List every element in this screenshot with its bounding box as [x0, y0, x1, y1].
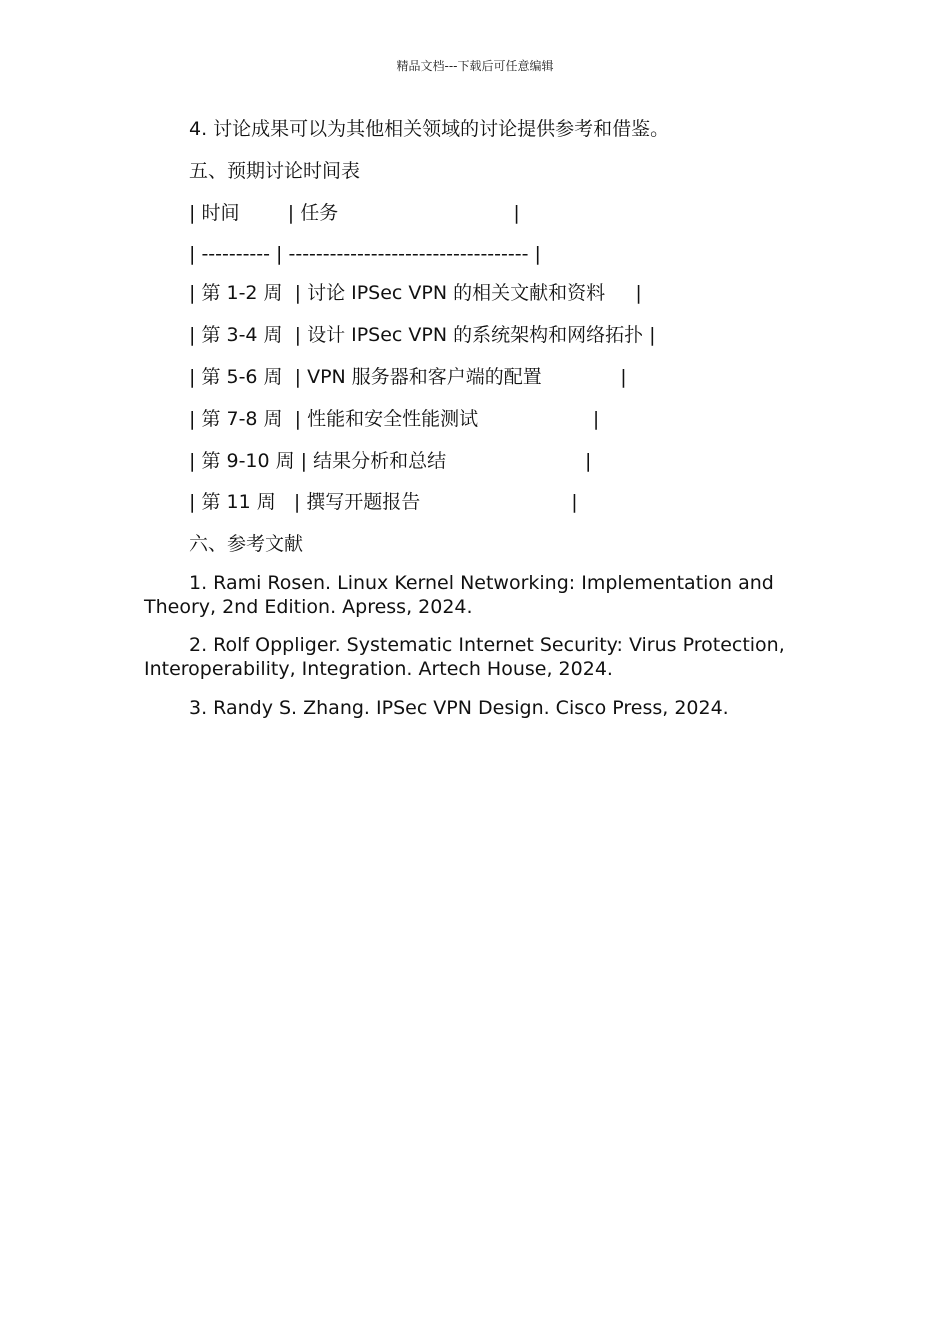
schedule-row-6: | 第 11 周 | 撰写开题报告 | [189, 491, 578, 513]
reference-item-3: 3. Randy S. Zhang. IPSec VPN Design. Cisco Press, 2024. [189, 697, 729, 719]
section-title-schedule: 五、预期讨论时间表 [189, 160, 361, 182]
page-header: 精品文档---下载后可任意编辑 [396, 59, 554, 73]
schedule-table-divider: | ---------- | ----------------------------------- | [189, 243, 541, 265]
schedule-row-4: | 第 7-8 周 | 性能和安全性能测试 | [189, 408, 600, 430]
schedule-row-3: | 第 5-6 周 | VPN 服务器和客户端的配置 | [189, 366, 627, 388]
reference-item-2: 2. Rolf Oppliger. Systematic Internet Security: Virus Protection, Interoperability, Integration. Artech House, 2024. [144, 634, 785, 680]
reference-item-1: 1. Rami Rosen. Linux Kernel Networking: Implementation and Theory, 2nd Edition. Apress, 2024. [144, 572, 774, 618]
schedule-table-header: | 时间 | 任务 | [189, 202, 520, 224]
schedule-row-1: | 第 1-2 周 | 讨论 IPSec VPN 的相关文献和资料 | [189, 282, 642, 304]
conclusion-item-4: 4. 讨论成果可以为其他相关领域的讨论提供参考和借鉴。 [189, 118, 670, 140]
schedule-row-2: | 第 3-4 周 | 设计 IPSec VPN 的系统架构和网络拓扑 | [189, 324, 656, 346]
schedule-row-5: | 第 9-10 周 | 结果分析和总结 | [189, 450, 592, 472]
section-title-references: 六、参考文献 [189, 533, 304, 555]
